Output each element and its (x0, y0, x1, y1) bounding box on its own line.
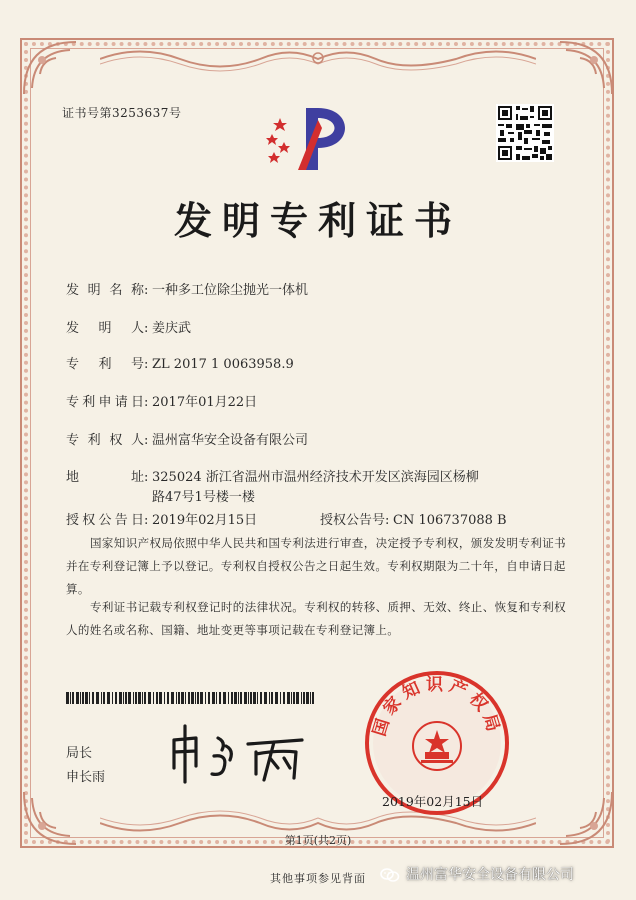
top-ornament-icon (100, 44, 536, 74)
field-label: 地址 (66, 470, 144, 485)
wechat-watermark (380, 864, 574, 884)
legal-paragraph-1: 国家知识产权局依照中华人民共和国专利法进行审查，决定授予专利权，颁发发明专利证书并在专利登记簿上予以登记。专利权自授权公告之日起生效。专利权期限为二十年，自申请日起算。 (66, 536, 566, 596)
seal-text: 国家知识产权局 (369, 674, 505, 739)
wechat-icon (380, 867, 400, 883)
director-title: 局长 (66, 746, 93, 761)
field-grant-number: 授权公告号: CN 106737088 B (320, 513, 507, 528)
field-value: 2019年02月15日 (152, 513, 258, 528)
field-patentee: 专利权人: 温州富华安全设备有限公司 (66, 429, 308, 448)
field-label: 发明名称 (66, 283, 144, 298)
field-label: 授权公告日 (66, 513, 144, 528)
watermark-text: 温州富华安全设备有限公司 (406, 867, 574, 883)
field-label: 授权公告号 (320, 513, 386, 528)
field-label: 发明人 (66, 321, 144, 336)
page-number: 第1页(共2页) (284, 834, 352, 847)
field-invention-name: 发明名称: 一种多工位除尘抛光一体机 (66, 279, 308, 298)
field-address: 地址: 325024 浙江省温州市温州经济技术开发区滨海园区杨柳 (66, 466, 479, 485)
field-label: 专利权人 (66, 433, 144, 448)
field-value: 325024 浙江省温州市温州经济技术开发区滨海园区杨柳 (152, 470, 479, 485)
corner-ornament-icon (556, 38, 616, 98)
qr-code-icon (496, 104, 554, 162)
field-address-line2: 路47号1号楼一楼 (152, 490, 255, 505)
field-label: 专利号 (66, 357, 144, 372)
field-inventor: 发明人: 姜庆武 (66, 317, 191, 336)
field-value: 姜庆武 (152, 321, 192, 336)
director-signature-icon (166, 716, 306, 786)
barcode-icon (66, 692, 316, 704)
certificate-number: 证书号第3253637号 (62, 106, 182, 120)
field-value: 一种多工位除尘抛光一体机 (152, 283, 309, 298)
field-value: ZL 2017 1 0063958.9 (152, 357, 294, 372)
legal-paragraph-2: 专利证书记载专利权登记时的法律状况。专利权的转移、质押、无效、终止、恢复和专利权人的姓名或名称、国籍、地址变更等事项记载在专利登记簿上。 (66, 600, 566, 637)
director-name: 申长雨 (66, 770, 106, 785)
seal-date: 2019年02月15日 (382, 794, 484, 809)
field-label: 专利申请日 (66, 395, 144, 410)
field-grant-date: 授权公告日: 2019年02月15日 (66, 509, 257, 528)
field-value: 2017年01月22日 (152, 395, 258, 410)
field-value: CN 106737088 B (393, 513, 507, 528)
certificate-title: 发明专利证书 (173, 198, 462, 243)
patent-office-logo-icon (262, 100, 362, 174)
field-patent-number: 专利号: ZL 2017 1 0063958.9 (66, 353, 294, 372)
field-filing-date: 专利申请日: 2017年01月22日 (66, 391, 257, 410)
field-value: 温州富华安全设备有限公司 (152, 433, 309, 448)
corner-ornament-icon (20, 38, 80, 98)
footer-note: 其他事项参见背面 (270, 872, 366, 885)
